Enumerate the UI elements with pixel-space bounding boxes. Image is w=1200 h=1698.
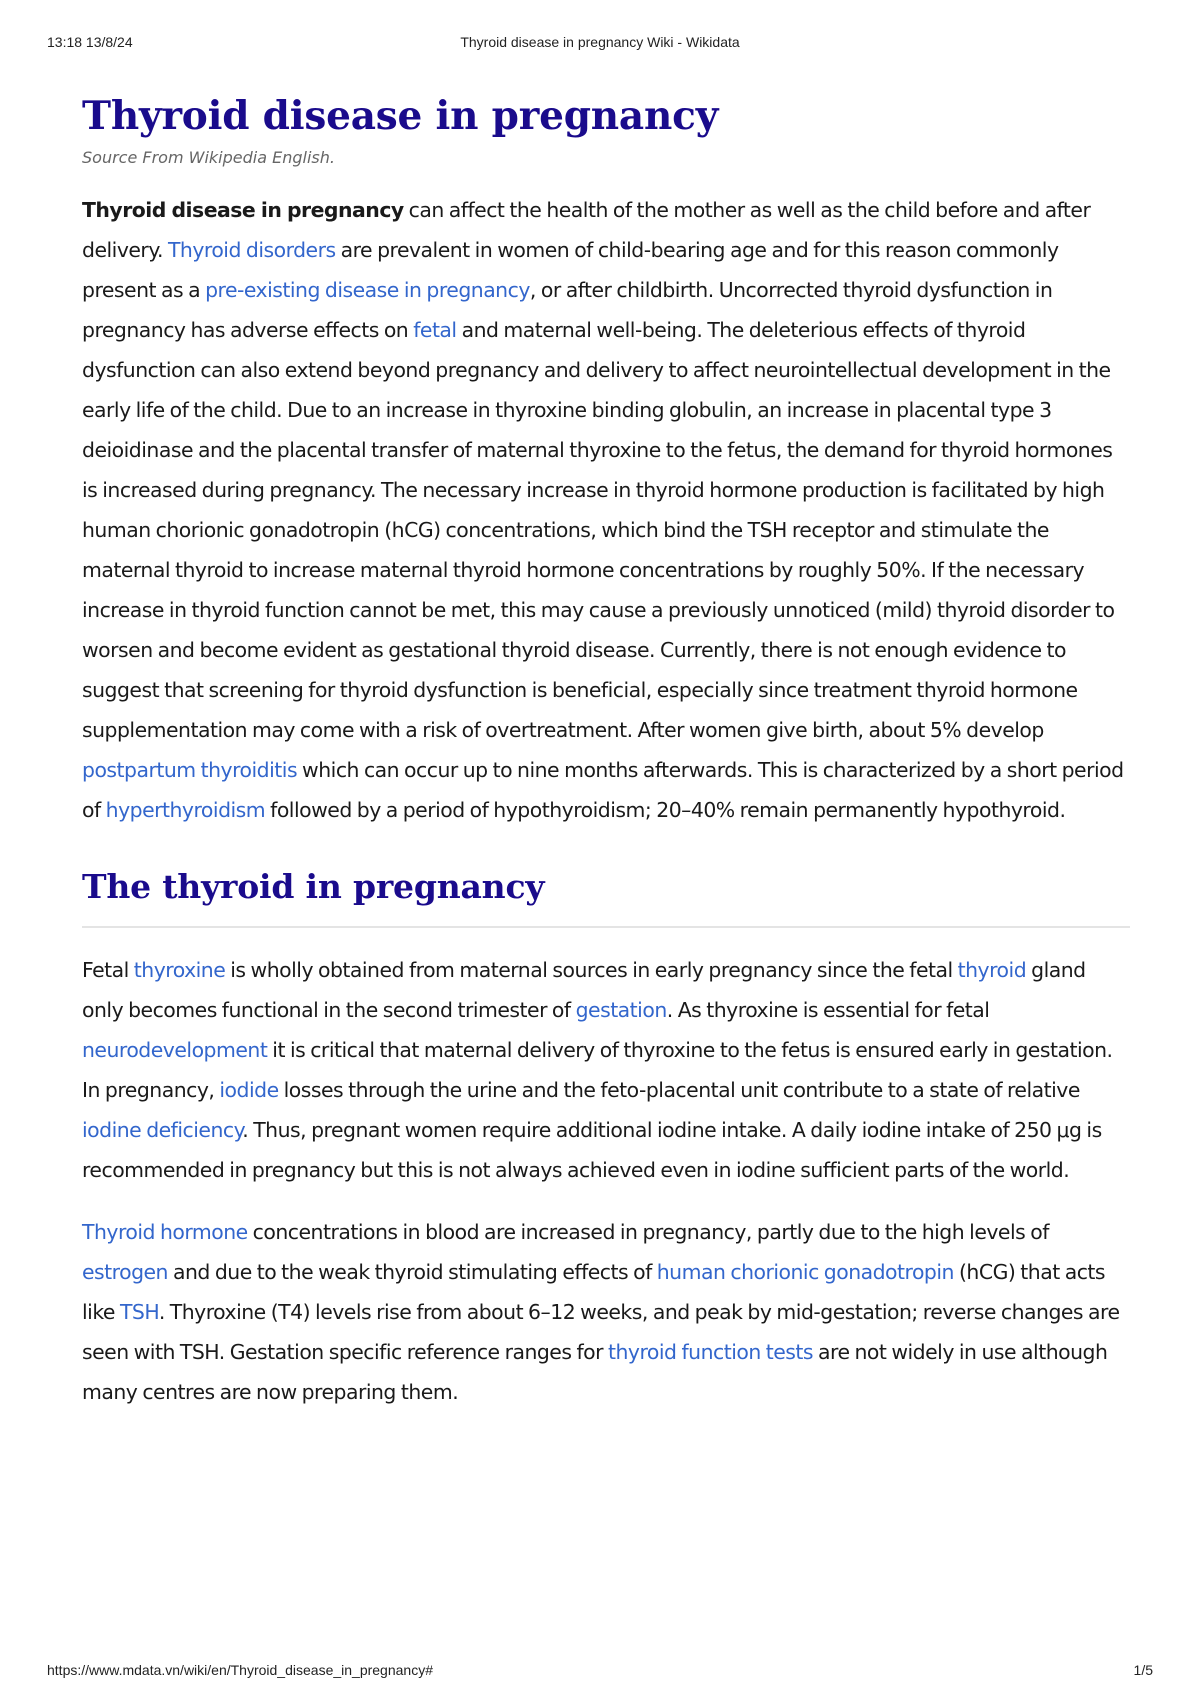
text-run: , or after childbirth. Uncorrected thyroid dysfunction in pregnancy has adverse effects on (82, 278, 1053, 342)
page-number: 1/5 (1133, 1662, 1153, 1678)
link-thyroxine[interactable]: thyroxine (133, 958, 226, 982)
text-run: followed by a period of hypothyroidism; 20–40% remain permanently hypothyroid. (265, 798, 1066, 822)
link-gestation[interactable]: gestation (575, 998, 667, 1022)
text-run: it is critical that maternal delivery of thyroxine to the fetus is ensured early in gestation. In pregnancy, (82, 1038, 1113, 1102)
text-run: . Thus, pregnant women require additional iodine intake. A daily iodine intake of 250 μg is recommended in pregnancy but this is not always achieved even in iodine sufficient parts of the world. (82, 1118, 1102, 1182)
text-run: Fetal (82, 958, 134, 982)
text-run: is wholly obtained from maternal sources in early pregnancy since the fetal (225, 958, 958, 982)
section-divider (82, 926, 1130, 928)
text-run: concentrations in blood are increased in pregnancy, partly due to the high levels of (247, 1220, 1049, 1244)
article-content (82, 88, 1130, 1412)
section-paragraph-1 (82, 950, 1130, 1190)
text-run: are not widely in use although many centres are now preparing them. (82, 1340, 1108, 1404)
text-run: can affect the health of the mother as well as the child before and after delivery. (82, 198, 1091, 262)
link-iodine-deficiency[interactable]: iodine deficiency (82, 1118, 243, 1142)
text-run: (hCG) that acts like (82, 1260, 1106, 1324)
print-document-title: Thyroid disease in pregnancy Wiki - Wikidata (460, 34, 740, 50)
print-datetime: 13:18 13/8/24 (47, 34, 133, 50)
print-footer (47, 1662, 1153, 1682)
link-hyperthyroidism[interactable]: hyperthyroidism (105, 798, 266, 822)
section-heading: The thyroid in pregnancy (82, 867, 545, 906)
text-run: are prevalent in women of child-bearing age and for this reason commonly present as a (82, 238, 1059, 302)
link-tsh[interactable]: TSH (119, 1300, 159, 1324)
text-run: losses through the urine and the feto-placental unit contribute to a state of relative (278, 1078, 1080, 1102)
text-run: and due to the weak thyroid stimulating effects of (168, 1260, 657, 1284)
bold-term: Thyroid disease in pregnancy (82, 198, 404, 222)
source-note: Source From Wikipedia English. (82, 148, 335, 167)
link-neurodevelopment[interactable]: neurodevelopment (82, 1038, 268, 1062)
text-run: . Thyroxine (T4) levels rise from about 6–12 weeks, and peak by mid-gestation; reverse changes are seen with TSH. Gestation specific reference ranges for (82, 1300, 1120, 1364)
link-fetal[interactable]: fetal (413, 318, 457, 342)
link-thyroid[interactable]: thyroid (957, 958, 1027, 982)
link-thyroid-function-tests[interactable]: thyroid function tests (607, 1340, 814, 1364)
page-title: Thyroid disease in pregnancy (82, 93, 719, 139)
text-run: gland only becomes functional in the second trimester of (82, 958, 1086, 1022)
link-thyroid-hormone[interactable]: Thyroid hormone (82, 1220, 248, 1244)
text-run: which can occur up to nine months afterwards. This is characterized by a short period of (82, 758, 1124, 822)
link-postpartum-thyroiditis[interactable]: postpartum thyroiditis (82, 758, 298, 782)
text-run: and maternal well-being. The deleterious effects of thyroid dysfunction can also extend beyond pregnancy and delivery to affect neurointellectual development in the early life of the child. Due to an increase in thyroxine binding globulin, an increase in placental type 3 deioidinase and the placental transfer of maternal thyroxine to the fetus, the demand for thyroid hormones is increased during pregnancy. The necessary increase in thyroid hormone production is facilitated by high human chorionic gonadotropin (hCG) concentrations, which bind the TSH receptor and stimulate the maternal thyroid to increase maternal thyroid hormone concentrations by roughly 50%. If the necessary increase in thyroid function cannot be met, this may cause a previously unnoticed (mild) thyroid disorder to worsen and become evident as gestational thyroid disease. Currently, there is not enough evidence to suggest that screening for thyroid dysfunction is beneficial, especially since treatment thyroid hormone supplementation may come with a risk of overtreatment. After women give birth, about 5% develop (82, 318, 1115, 742)
text-run: . As thyroxine is essential for fetal (666, 998, 990, 1022)
link-thyroid-disorders[interactable]: Thyroid disorders (167, 238, 336, 262)
link-human-chorionic-gonadotropin[interactable]: human chorionic gonadotropin (656, 1260, 954, 1284)
print-url: https://www.mdata.vn/wiki/en/Thyroid_disease_in_pregnancy# (47, 1662, 433, 1678)
print-header (47, 34, 1153, 54)
link-pre-existing-disease[interactable]: pre-existing disease in pregnancy (205, 278, 530, 302)
section-paragraph-2 (82, 1212, 1130, 1412)
link-estrogen[interactable]: estrogen (82, 1260, 168, 1284)
intro-paragraph (82, 190, 1130, 830)
link-iodide[interactable]: iodide (219, 1078, 279, 1102)
